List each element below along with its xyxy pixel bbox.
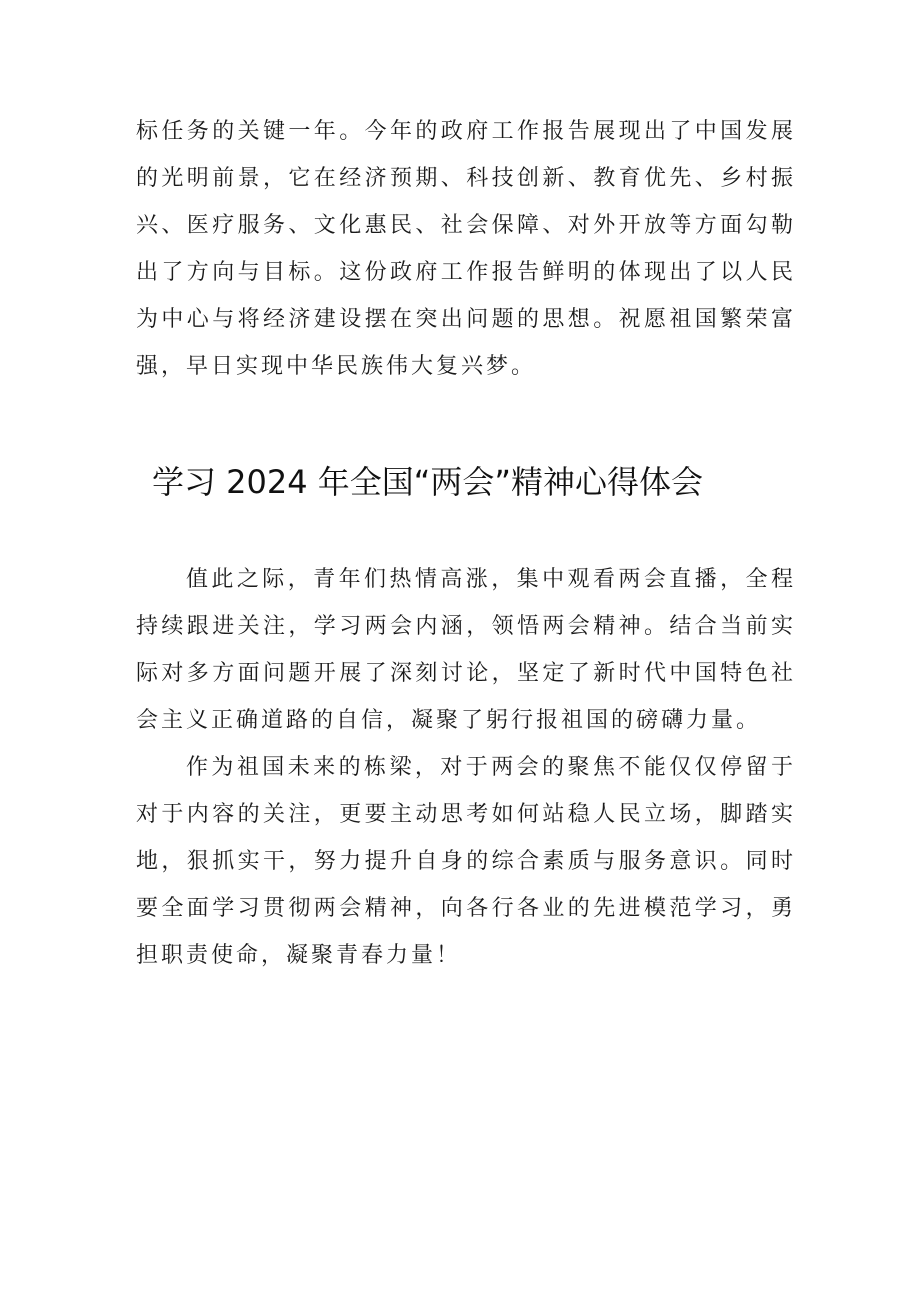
body-paragraph-2: 作为祖国未来的栋梁，对于两会的聚焦不能仅仅停留于对于内容的关注，更要主动思考如何站稳人民立场，脚踏实地，狠抓实干，努力提升自身的综合素质与服务意识。同时要全面学习贯彻两会精神，向各行各业的先进模范学习，勇担职责使命，凝聚青春力量！ <box>136 755 796 968</box>
intro-paragraph: 标任务的关键一年。今年的政府工作报告展现出了中国发展的光明前景，它在经济预期、科技创新、教育优先、乡村振兴、医疗服务、文化惠民、社会保障、对外开放等方面勾勒出了方向与目标。这份政府工作报告鲜明的体现出了以人民为中心与将经济建设摆在突出问题的思想。祝愿祖国繁荣富强，早日实现中华民族伟大复兴梦。 <box>136 119 796 379</box>
body-paragraph-1: 值此之际，青年们热情高涨，集中观看两会直播，全程持续跟进关注，学习两会内涵，领悟两会精神。结合当前实际对多方面问题开展了深刻讨论，坚定了新时代中国特色社会主义正确道路的自信，凝聚了躬行报祖国的磅礴力量。 <box>136 567 796 733</box>
section-title: 学习 2024 年全国“两会”精神心得体会 <box>152 463 703 501</box>
